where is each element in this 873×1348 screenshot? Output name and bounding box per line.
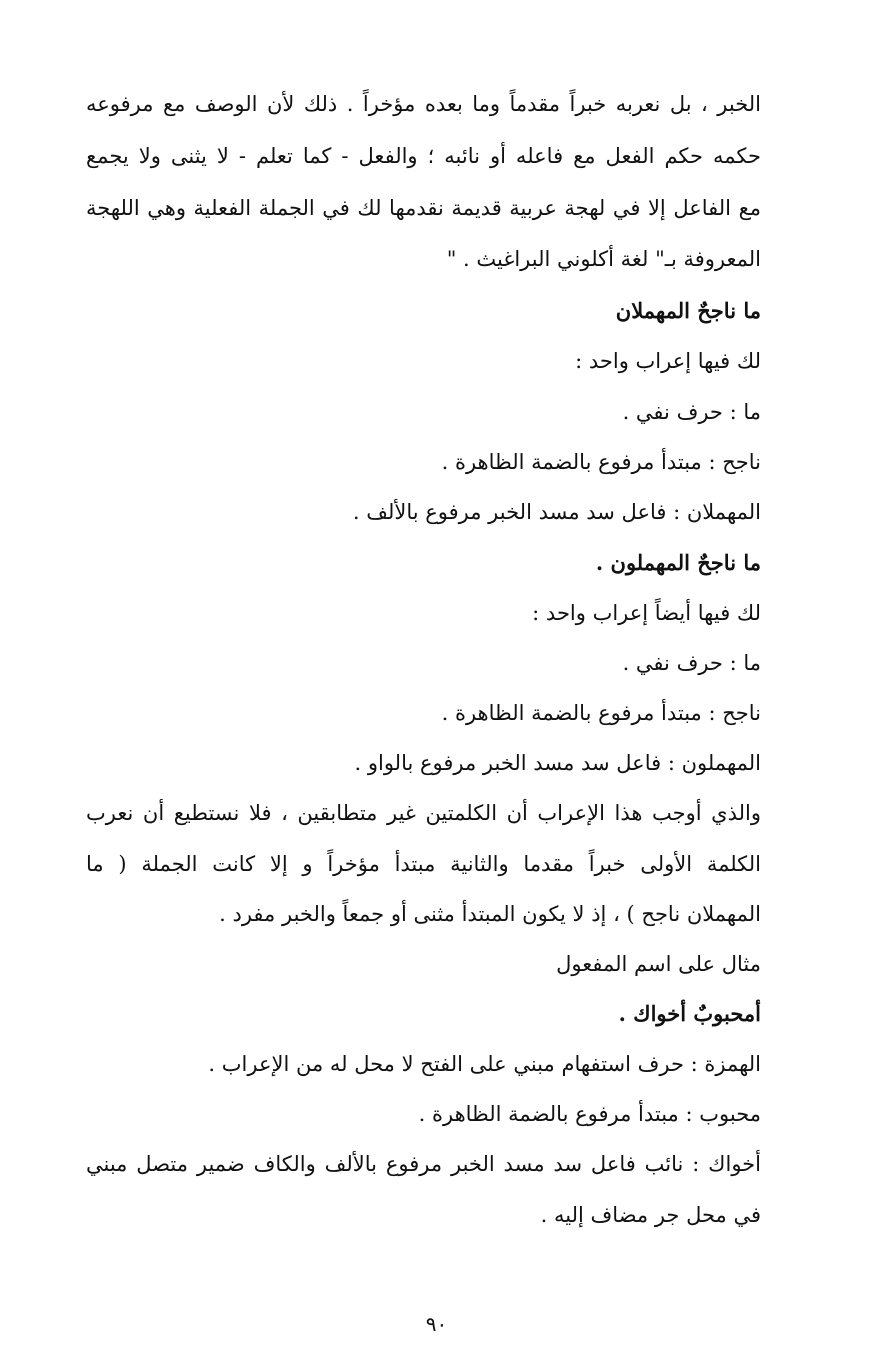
parsing-line: ناجح : مبتدأ مرفوع بالضمة الظاهرة .	[441, 450, 761, 474]
example-heading: ما ناجحٌ المهملون .	[595, 550, 761, 575]
parsing-line: الهمزة : حرف استفهام مبني على الفتح لا محل له من الإعراب .	[208, 1052, 761, 1076]
parsing-line: أخواك : نائب فاعل سد مسد الخبر مرفوع بالألف والكاف ضمير متصل مبني	[86, 1152, 761, 1176]
parsing-line: ناجح : مبتدأ مرفوع بالضمة الظاهرة .	[441, 701, 761, 725]
paragraph-line: الكلمة الأولى خبراً مقدما والثانية مبتدأ مؤخراً و إلا كانت الجملة ( ما	[86, 852, 761, 876]
paragraph-line: المعروفة بـ" لغة أكلوني البراغيث . "	[446, 247, 761, 271]
parsing-line: محبوب : مبتدأ مرفوع بالضمة الظاهرة .	[418, 1102, 761, 1126]
parsing-line: المهملان : فاعل سد مسد الخبر مرفوع بالألف .	[352, 500, 761, 524]
paragraph-line: مع الفاعل إلا في لهجة عربية قديمة نقدمها لك في الجملة الفعلية وهي اللهجة	[86, 196, 761, 220]
page-number: ٩٠	[425, 1312, 448, 1336]
paragraph-line: الخبر ، بل نعربه خبراً مقدماً وما بعده مؤخراً . ذلك لأن الوصف مع مرفوعه	[86, 92, 761, 116]
parsing-line: ما : حرف نفي .	[622, 400, 761, 424]
parsing-line: في محل جر مضاف إليه .	[540, 1203, 761, 1227]
example-heading: ما ناجحٌ المهملان	[615, 298, 761, 323]
parsing-line: ما : حرف نفي .	[622, 651, 761, 675]
paragraph-line: حكمه حكم الفعل مع فاعله أو نائبه ؛ والفعل - كما تعلم - لا يثنى ولا يجمع	[86, 144, 761, 168]
paragraph-line: والذي أوجب هذا الإعراب أن الكلمتين غير متطابقين ، فلا نستطيع أن نعرب	[86, 801, 761, 825]
paragraph-line: المهملان ناجح ) ، إذ لا يكون المبتدأ مثنى أو جمعاً والخبر مفرد .	[219, 902, 761, 926]
parsing-line: المهملون : فاعل سد مسد الخبر مرفوع بالواو .	[354, 751, 761, 775]
example-heading: أمحبوبٌ أخواك .	[618, 1001, 761, 1026]
paragraph-line: لك فيها إعراب واحد :	[575, 349, 761, 373]
section-label: مثال على اسم المفعول	[556, 952, 761, 976]
paragraph-line: لك فيها أيضاً إعراب واحد :	[532, 601, 761, 625]
